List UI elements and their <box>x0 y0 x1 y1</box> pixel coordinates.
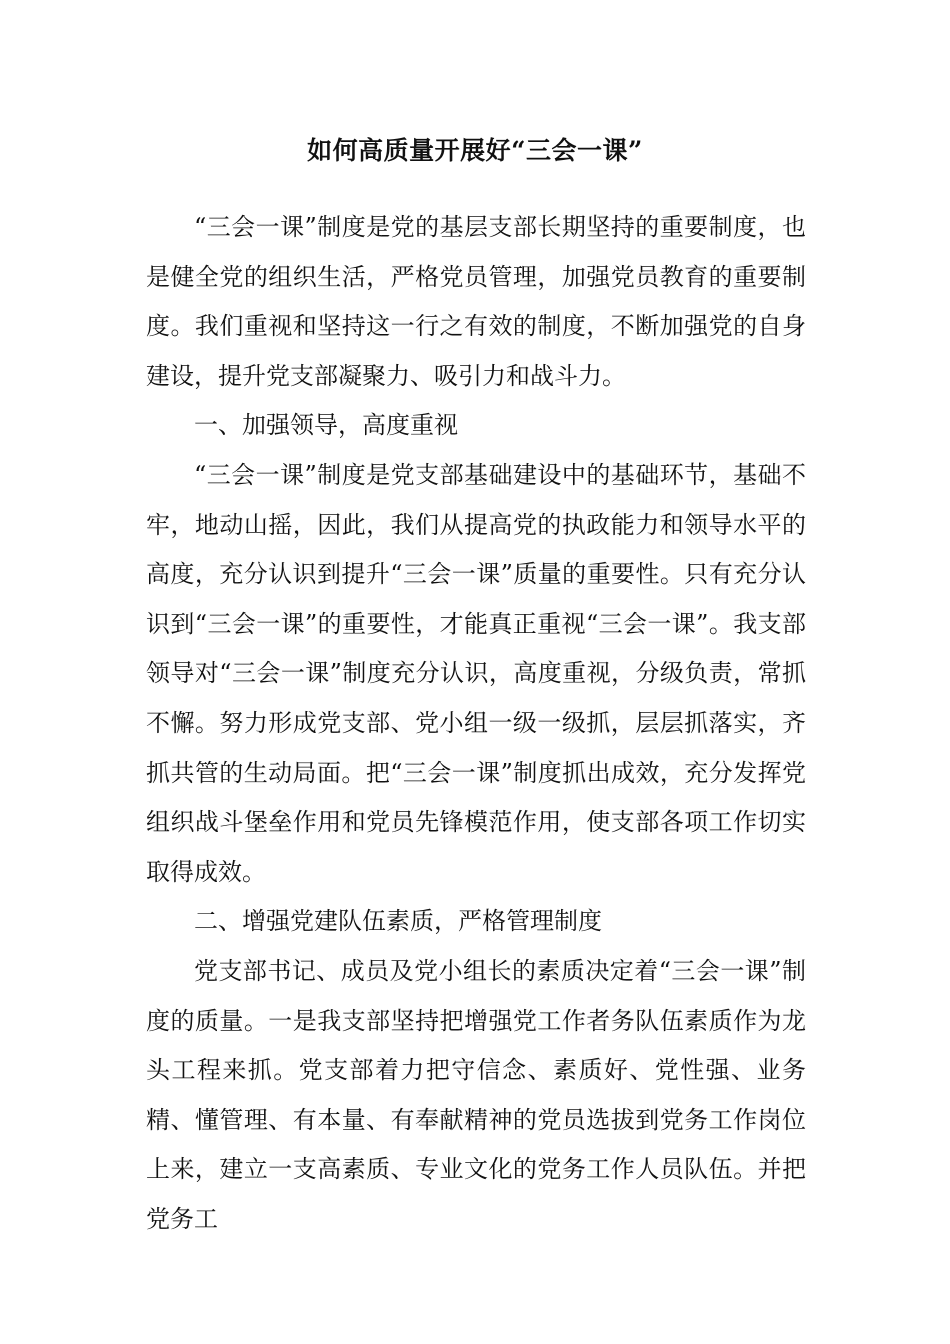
section-2-paragraph: 党支部书记、成员及党小组长的素质决定着“三会一课”制度的质量。一是我支部坚持把增强党工作者务队伍素质作为龙头工程来抓。党支部着力把守信念、素质好、党性强、业务精、懂管理、有本量、有奉献精神的党员选拔到党务工作岗位上来，建立一支高素质、专业文化的党务工作人员队伍。并把党务工 <box>146 956 806 1233</box>
intro-paragraph: “三会一课”制度是党的基层支部长期坚持的重要制度，也是健全党的组织生活，严格党员管理，加强党员教育的重要制度。我们重视和坚持这一行之有效的制度，不断加强党的自身建设，提升党支部凝聚力、吸引力和战斗力。 <box>146 213 806 390</box>
section-heading-2: 二、增强党建队伍素质，严格管理制度 <box>194 907 602 936</box>
section-heading-1: 一、加强领导，高度重视 <box>194 411 458 440</box>
document-title: 如何高质量开展好“三会一课” <box>307 136 643 165</box>
section-1-paragraph: “三会一课”制度是党支部基础建设中的基础环节，基础不牢，地动山摇，因此，我们从提高党的执政能力和领导水平的高度，充分认识到提升“三会一课”质量的重要性。只有充分认识到“三会一课”的重要性，才能真正重视“三会一课”。我支部领导对“三会一课”制度充分认识，高度重视，分级负责，常抓不懈。努力形成党支部、党小组一级一级抓，层层抓落实，齐抓共管的生动局面。把“三会一课”制度抓出成效，充分发挥党组织战斗堡垒作用和党员先锋模范作用，使支部各项工作切实取得成效。 <box>146 460 806 886</box>
document-body <box>146 203 806 1244</box>
